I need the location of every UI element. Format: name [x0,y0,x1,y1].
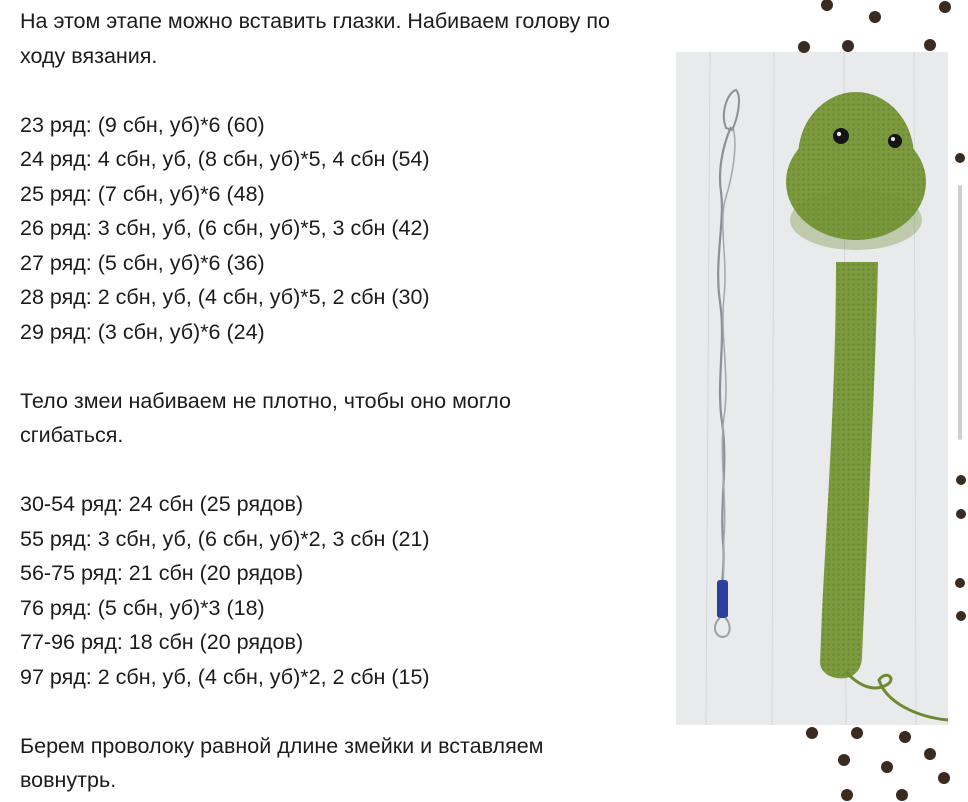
wire-note-line: вовнутрь. [20,768,117,792]
row-instruction: 26 ряд: 3 сбн, уб, (6 сбн, уб)*5, 3 сбн (42) [20,216,430,240]
intro-line: ходу вязания. [20,43,158,68]
snake-photo-illustration [676,52,948,725]
eye-icon [888,134,902,148]
scrollbar[interactable] [958,185,962,440]
pattern-text [20,4,700,798]
row-instruction: 28 ряд: 2 сбн, уб, (4 сбн, уб)*5, 2 сбн (30) [20,285,430,309]
eye-icon [833,128,849,144]
row-instruction: 56-75 ряд: 21 сбн (20 рядов) [20,561,304,585]
wire-note-line: Берем проволоку равной длине змейки и вставляем [20,733,544,758]
row-instruction: 97 ряд: 2 сбн, уб, (4 сбн, уб)*2, 2 сбн (15) [20,664,430,689]
body-note-line: сгибаться. [20,423,124,447]
row-instruction: 27 ряд: (5 сбн, уб)*6 (36) [20,250,265,275]
row-instruction: 77-96 ряд: 18 сбн (20 рядов) [20,630,304,654]
row-instruction: 30-54 ряд: 24 сбн (25 рядов) [20,492,304,516]
row-instruction: 23 ряд: (9 сбн, уб)*6 (60) [20,112,265,137]
row-instruction: 76 ряд: (5 сбн, уб)*3 (18) [20,595,265,620]
body-note-line: Тело змеи набиваем не плотно, чтобы оно могло [20,388,511,413]
row-instruction: 25 ряд: (7 сбн, уб)*6 (48) [20,181,265,206]
row-instruction: 55 ряд: 3 сбн, уб, (6 сбн, уб)*2, 3 сбн (21) [20,526,430,551]
intro-line: На этом этапе можно вставить глазки. Набиваем голову по [20,9,610,33]
row-instruction: 24 ряд: 4 сбн, уб, (8 сбн, уб)*5, 4 сбн (54) [20,147,430,171]
row-instruction: 29 ряд: (3 сбн, уб)*6 (24) [20,319,265,344]
snake-photo [676,52,948,725]
